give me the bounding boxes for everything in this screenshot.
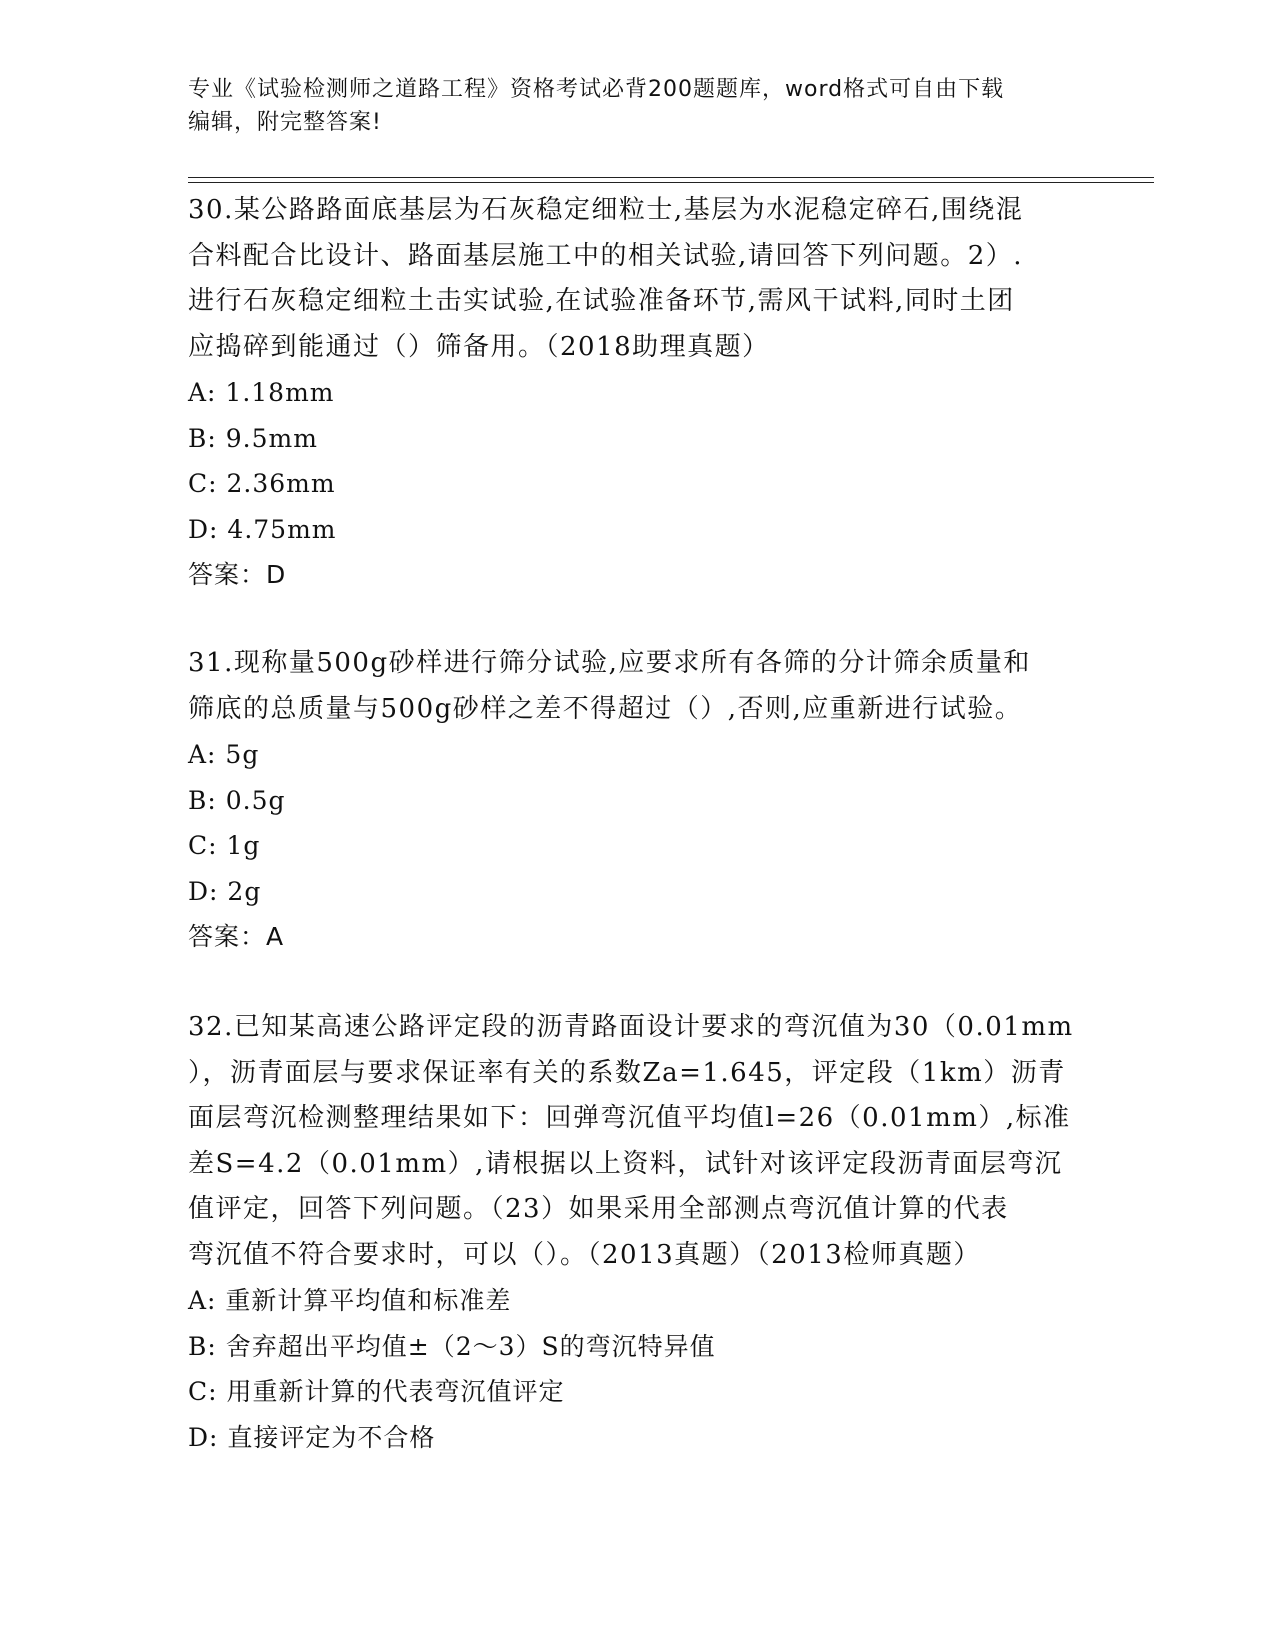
question-stem: 32.已知某高速公路评定段的沥青路面设计要求的弯沉值为30（0.01mm ），沥青面层与要求保证率有关的系数Za=1.645，评定段（1km）沥青 面层弯沉检测整理结果如下：回弹弯沉值平均值l=26（0.01mm）,标准 差S=4.2（0.01mm）,请根据以上资料，试针对该评定段沥青面层弯沉 值评定，回答下列问题。（23）如果采用全部测点弯沉值计算的代表 弯沉值不符合要求时，可以（）。（2013真题）（2013检师真题） bbox=[188, 1012, 1074, 1270]
question-stem: 31.现称量500g砂样进行筛分试验,应要求所有各筛的分计筛余质量和 筛底的总质量与500g砂样之差不得超过（）,否则,应重新进行试验。 bbox=[188, 648, 1031, 724]
document-header bbox=[188, 73, 1068, 139]
header-divider-bottom bbox=[188, 182, 1154, 183]
answer-line: 答案：D bbox=[188, 560, 287, 589]
header-line-1: 专业《试验检测师之道路工程》资格考试必背200题题库，word格式可自由下载 bbox=[188, 77, 1005, 102]
option-b: B: 9.5mm bbox=[188, 423, 318, 453]
question-30 bbox=[188, 188, 1098, 598]
option-c: C: 2.36mm bbox=[188, 469, 336, 498]
header-line-2: 编辑，附完整答案! bbox=[188, 110, 382, 135]
option-c: C: 用重新计算的代表弯沉值评定 bbox=[188, 1377, 565, 1406]
option-b: B: 舍弃超出平均值±（2～3）S的弯沉特异值 bbox=[188, 1331, 716, 1361]
question-31 bbox=[188, 641, 1098, 960]
option-a: A: 1.18mm bbox=[188, 378, 335, 407]
question-32 bbox=[188, 1005, 1098, 1460]
option-b: B: 0.5g bbox=[188, 785, 286, 815]
option-d: D: 2g bbox=[188, 876, 262, 906]
option-d: D: 直接评定为不合格 bbox=[188, 1422, 436, 1452]
answer-line: 答案：A bbox=[188, 922, 285, 951]
option-d: D: 4.75mm bbox=[188, 514, 337, 544]
header-divider-top bbox=[188, 177, 1154, 178]
option-c: C: 1g bbox=[188, 831, 261, 860]
option-a: A: 重新计算平均值和标准差 bbox=[188, 1286, 512, 1315]
question-stem: 30.某公路路面底基层为石灰稳定细粒士,基层为水泥稳定碎石,围绕混 合料配合比设计、路面基层施工中的相关试验,请回答下列问题。2）. 进行石灰稳定细粒土击实试验,在试验准备环节,需风干试料,同时土团 应捣碎到能通过（）筛备用。（2018助理真题） bbox=[188, 195, 1024, 362]
option-a: A: 5g bbox=[188, 740, 260, 769]
